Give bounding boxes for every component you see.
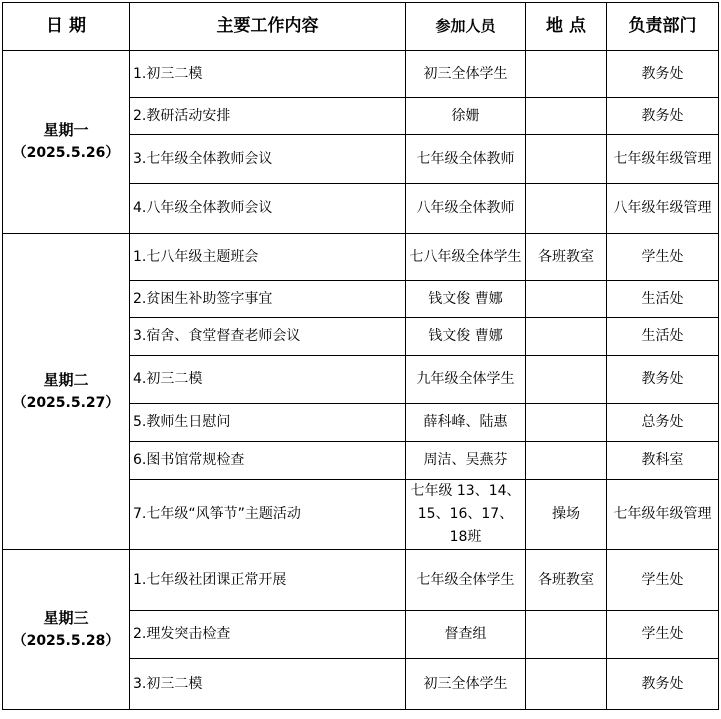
department-cell: 八年级年级管理 [607, 184, 719, 234]
header-location: 地 点 [526, 3, 607, 51]
department-cell: 教务处 [607, 98, 719, 135]
location-cell [526, 318, 607, 356]
schedule-body [3, 51, 719, 710]
task-cell: 2.贫困生补助签字事宜 [130, 281, 406, 318]
participants-cell: 七年级全体学生 [406, 550, 526, 611]
task-cell: 3.宿舍、食堂督查老师会议 [130, 318, 406, 356]
day-cell [3, 51, 130, 234]
task-cell: 7.七年级“风筝节”主题活动 [130, 480, 406, 550]
date-label: （2025.5.27） [12, 394, 120, 411]
task-cell: 4.初三二模 [130, 356, 406, 404]
department-cell: 教务处 [607, 51, 719, 98]
header-department: 负责部门 [607, 3, 719, 51]
date-label: （2025.5.26） [12, 145, 120, 161]
department-cell: 教科室 [607, 442, 719, 480]
department-cell: 七年级年级管理 [607, 480, 719, 550]
location-cell: 操场 [526, 480, 607, 550]
task-cell: 6.图书馆常规检查 [130, 442, 406, 480]
weekday-label: 星期二 [43, 370, 89, 389]
weekday-label: 星期一 [43, 121, 89, 139]
participants-cell: 初三全体学生 [406, 659, 526, 710]
task-cell: 5.教师生日慰问 [130, 404, 406, 442]
location-cell: 各班教室 [526, 550, 607, 611]
participants-cell: 薛科峰、陆惠 [406, 404, 526, 442]
department-cell: 教务处 [607, 659, 719, 710]
department-cell: 生活处 [607, 281, 719, 318]
task-cell: 3.七年级全体教师会议 [130, 135, 406, 184]
task-cell: 2.教研活动安排 [130, 98, 406, 135]
department-cell: 学生处 [607, 234, 719, 281]
location-cell [526, 281, 607, 318]
task-cell: 1.七年级社团课正常开展 [130, 550, 406, 611]
table-row [3, 550, 719, 611]
participants-cell: 钱文俊 曹娜 [406, 318, 526, 356]
header-row [3, 3, 719, 51]
department-cell: 学生处 [607, 550, 719, 611]
participants-cell: 徐姗 [406, 98, 526, 135]
participants-cell: 初三全体学生 [406, 51, 526, 98]
header-date: 日 期 [3, 3, 130, 51]
participants-cell: 钱文俊 曹娜 [406, 281, 526, 318]
location-cell [526, 356, 607, 404]
task-cell: 2.理发突击检查 [130, 611, 406, 659]
location-cell [526, 611, 607, 659]
department-cell: 生活处 [607, 318, 719, 356]
table-row [3, 51, 719, 98]
participants-cell: 八年级全体教师 [406, 184, 526, 234]
location-cell [526, 659, 607, 710]
department-cell: 七年级年级管理 [607, 135, 719, 184]
location-cell [526, 135, 607, 184]
weekday-label: 星期三 [43, 608, 89, 627]
participants-cell: 督查组 [406, 611, 526, 659]
day-cell [3, 550, 130, 710]
task-cell: 3.初三二模 [130, 659, 406, 710]
department-cell: 总务处 [607, 404, 719, 442]
location-cell [526, 184, 607, 234]
location-cell [526, 404, 607, 442]
location-cell [526, 442, 607, 480]
participants-cell: 周洁、吴燕芬 [406, 442, 526, 480]
table-row [3, 234, 719, 281]
participants-cell: 七八年级全体学生 [406, 234, 526, 281]
location-cell [526, 51, 607, 98]
task-cell: 1.初三二模 [130, 51, 406, 98]
department-cell: 教务处 [607, 356, 719, 404]
participants-cell: 七年级全体教师 [406, 135, 526, 184]
location-cell: 各班教室 [526, 234, 607, 281]
header-content: 主要工作内容 [130, 3, 406, 51]
day-cell [3, 234, 130, 550]
header-participants: 参加人员 [406, 3, 526, 51]
participants-cell: 七年级 13、14、15、16、17、18班 [406, 480, 526, 550]
schedule-table [2, 2, 719, 710]
participants-cell: 九年级全体学生 [406, 356, 526, 404]
date-label: （2025.5.28） [12, 632, 120, 649]
task-cell: 1.七八年级主题班会 [130, 234, 406, 281]
location-cell [526, 98, 607, 135]
task-cell: 4.八年级全体教师会议 [130, 184, 406, 234]
department-cell: 学生处 [607, 611, 719, 659]
